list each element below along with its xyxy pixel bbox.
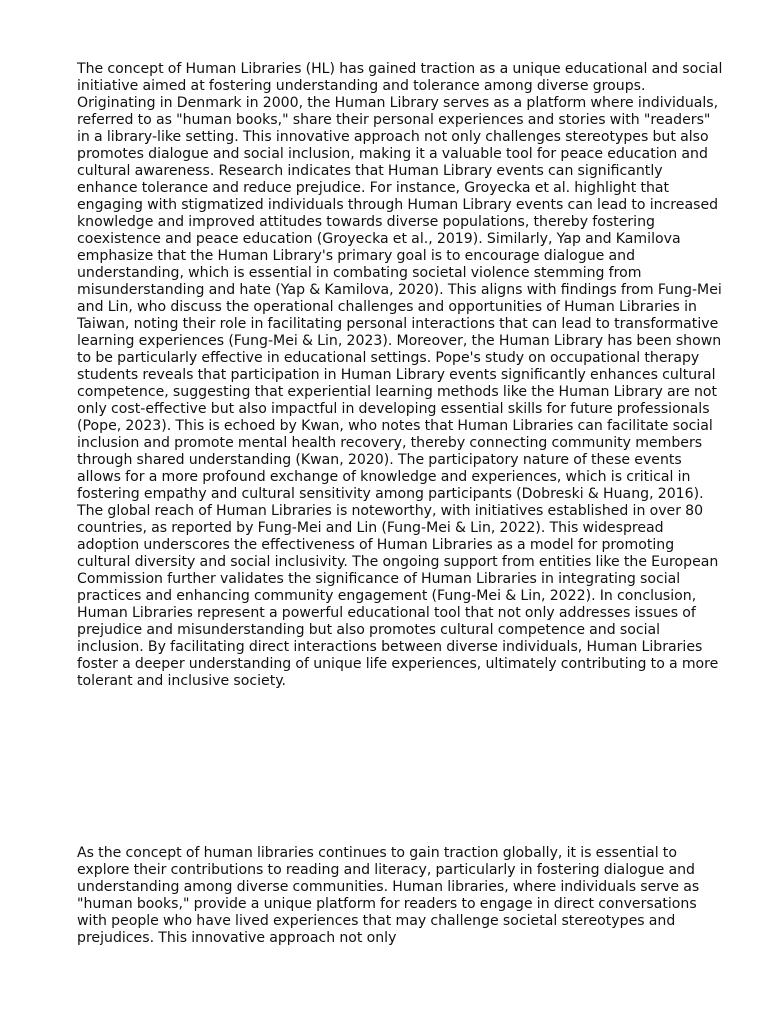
body-paragraph-1: The concept of Human Libraries (HL) has gained traction as a unique educational and social initiative aimed at fostering understanding and tolerance among diverse groups. Originating in Denmark in 2000, the Human Library serves as a platform where individuals, referred to as "human books," share their personal experiences and stories with "readers" in a library-like setting. This innovative approach not only challenges stereotypes but also promotes dialogue and social inclusion, making it a valuable tool for peace education and cultural awareness. Research indicates that Human Library events can significantly enhance tolerance and reduce prejudice. For instance, Groyecka et al. highlight that engaging with stigmatized individuals through Human Library events can lead to increased knowledge and improved attitudes towards diverse populations, thereby fostering coexistence and peace education (Groyecka et al., 2019). Similarly, Yap and Kamilova emphasize that the Human Library's primary goal is to encourage dialogue and understanding, which is essential in combating societal violence stemming from misunderstanding and hate (Yap & Kamilova, 2020). This aligns with findings from Fung-Mei and Lin, who discuss the operational challenges and opportunities of Human Libraries in Taiwan, noting their role in facilitating personal interactions that can lead to transformative learning experiences (Fung-Mei & Lin, 2023). Moreover, the Human Library has been shown to be particularly effective in educational settings. Pope's study on occupational therapy students reveals that participation in Human Library events significantly enhances cultural competence, suggesting that experiential learning methods like the Human Library are not only cost-effective but also impactful in developing essential skills for future professionals (Pope, 2023). This is echoed by Kwan, who notes that Human Libraries can facilitate social inclusion and promote mental health recovery, thereby connecting community members through shared understanding (Kwan, 2020). The participatory nature of these events allows for a more profound exchange of knowledge and experiences, which is critical in fostering empathy and cultural sensitivity among participants (Dobreski & Huang, 2016). The global reach of Human Libraries is noteworthy, with initiatives established in over 80 countries, as reported by Fung-Mei and Lin (Fung-Mei & Lin, 2022). This widespread adoption underscores the effectiveness of Human Libraries as a model for promoting cultural diversity and social inclusivity. The ongoing support from entities like the European Commission further validates the significance of Human Libraries in integrating social practices and enhancing community engagement (Fung-Mei & Lin, 2022). In conclusion, Human Libraries represent a powerful educational tool that not only addresses issues of prejudice and misunderstanding but also promotes cultural competence and social inclusion. By facilitating direct interactions between diverse individuals, Human Libraries foster a deeper understanding of unique life experiences, ultimately contributing to a more tolerant and inclusive society. [77,61,723,689]
body-paragraph-2: As the concept of human libraries continues to gain traction globally, it is essential to explore their contributions to reading and literacy, particularly in fostering dialogue and understanding among diverse communities. Human libraries, where individuals serve as "human books," provide a unique platform for readers to engage in direct conversations with people who have lived experiences that may challenge societal stereotypes and prejudices. This innovative approach not only [77,845,700,946]
